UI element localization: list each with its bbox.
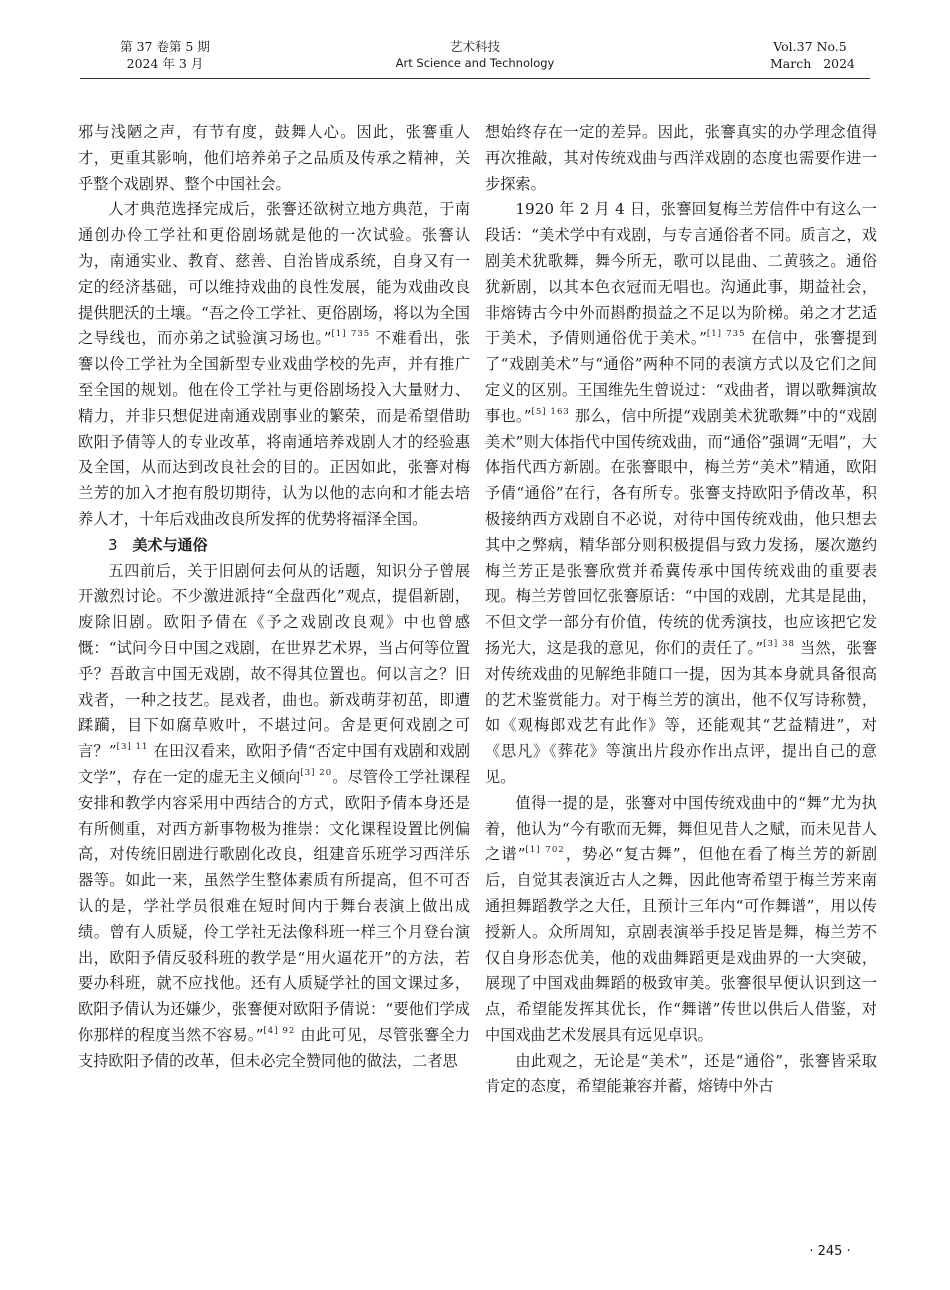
paragraph [78, 559, 470, 1075]
citation: [5] 163 [531, 406, 570, 417]
text-run: 那么，信中所提“戏剧美术犹歌舞”中的“戏剧美术”则大体指代中国传统戏曲，而“通俗”强调“无唱”，大体指代西方新剧。在张謇眼中，梅兰芳“美术”精通，欧阳予倩“通俗”在行，各有所专。张謇支持欧阳予倩改革，积极接纳西方戏剧自不必说，对待中国传统戏曲，他只想去其中之弊病，精华部分则积极提倡与致力发扬，屡次邀约梅兰芳正是张謇欣赏并希冀传承中国传统戏曲的重要表现。梅兰芳曾回忆张謇原话：“中国的戏剧，尤其是昆曲，不但文学一部分有价值，传统的优秀演技，也应该把它发扬光大，这是我的意见，你们的责任了。” [485, 406, 878, 657]
citation: [1] 702 [525, 845, 565, 856]
header-vol-en: Vol.37 No.5 [773, 39, 847, 54]
header-journal-en: Art Science and Technology [395, 56, 555, 70]
text-run: 值得一提的是，张謇对中国传统戏曲中的“舞”尤为执着，他认为“今有歌而无舞，舞但见昔人之赋，而未见昔人之谱” [485, 793, 877, 864]
page-number: · 245 · [809, 1244, 851, 1259]
paragraph: 想始终存在一定的差异。因此，张謇真实的办学理念值得再次推敲，其对传统戏曲与西洋戏剧的态度也需要作进一步探索。 [485, 123, 877, 193]
header-vol-en-block [770, 38, 856, 72]
text-run: ，势必“复古舞”，但他在看了梅兰芳的新剧后，自觉其表演近古人之舞，因此他寄希望于梅兰芳来南通担舞蹈教学之大任，且预计三年内“可作舞谱”，用以传授新人。众所周知，京剧表演举手投足皆是舞，梅兰芳不仅自身形态优美，他的戏曲舞蹈更是戏曲界的一大突破，展现了中国戏曲舞蹈的极致审美。张謇很早便认识到这一点，希望能发挥其优长，作“舞谱”传世以供后人借鉴，对中国戏曲艺术发展具有远见卓识。 [485, 845, 878, 1044]
text-run: 1920 年 2 月 4 日，张謇回复梅兰芳信件中有这么一段话：“美术学中有戏剧，与专言通俗者不同。质言之，戏剧美术犹歌舞，舞今所无，歌可以昆曲、二黄骇之。通俗犹新剧，以其本色衣冠而无唱也。沟通此事，期益社会，非熔铸古今中外而斟酌损益之不足以为阶梯。弟之才艺适于美术，予倩则通俗优于美术。” [485, 200, 877, 348]
citation: [1] 735 [706, 329, 746, 340]
header-rule [80, 78, 870, 79]
citation: [3] 20 [300, 767, 333, 778]
paragraph: 由此观之，无论是“美术”，还是“通俗”，张謇皆采取肯定的态度，希望能兼容并蓄，熔铸中外古 [485, 1051, 877, 1096]
right-column [485, 120, 877, 1100]
left-column [78, 120, 470, 1074]
paragraph [485, 197, 877, 790]
citation: [3] 38 [763, 638, 795, 649]
text-run: 在田汉看来，欧阳予倩“否定中国有戏剧和戏剧文学”，存在一定的虚无主义倾向 [78, 742, 471, 786]
header-journal-cn: 艺术科技 [449, 39, 500, 54]
text-run: 五四前后，关于旧剧何去何从的话题，知识分子曾展开激烈讨论。不少激进派持“全盘西化”观点，提倡新剧，废除旧剧。欧阳予倩在《予之戏剧改良观》中也曾感慨：“试问今日中国之戏剧，在世界艺术界，当占何等位置乎？吾敢言中国无戏剧，故不得其位置也。何以言之？旧戏者，一种之技艺。昆戏者，曲也。新戏萌芽初茁，即遭蹂躏，目下如腐草败叶，不堪过问。舍是更何戏剧之可言？” [78, 561, 470, 761]
text-run: 当然，张謇对传统戏曲的见解绝非随口一提，因为其本身就具备很高的艺术鉴赏能力。对于梅兰芳的演出，他不仅写诗称赞，如《观梅郎戏艺有此作》等，还能观其“艺益精进”，对《思凡》《葬花》等演出片段亦作出点评，提出自己的意见。 [485, 638, 878, 786]
text-run: 由此可见，尽管张謇全力支持欧阳予倩的改革，但未必完全赞同他的做法，二者思 [78, 1025, 471, 1070]
text-run: 不难看出，张謇以伶工学社为全国新型专业戏曲学校的先声，并有推广至全国的规划。他在伶工学社与更俗剧场投入大量财力、精力，并非只想促进南通戏剧事业的繁荣，而是希望借助欧阳予倩等人的专业改革，将南通培养戏剧人才的经验惠及全国，从而达到改良社会的目的。正因如此，张謇对梅兰芳的加入才抱有殷切期待，认为以他的志向和才能去培养人才，十年后戏曲改良所发挥的优势将福泽全国。 [78, 329, 471, 528]
citation: [4] 92 [263, 1025, 296, 1036]
citation: [1] 735 [331, 329, 371, 340]
paragraph [78, 197, 470, 532]
section-title: 美术与通俗 [132, 535, 208, 554]
paragraph [485, 791, 877, 1049]
header-volume: 第 37 卷第 5 期 [120, 39, 210, 54]
text-run: 人才典范选择完成后，张謇还欲树立地方典范，于南通创办伶工学社和更俗剧场就是他的一次试验。张謇认为，南通实业、教育、慈善、自治皆成系统，自身又有一定的经济基础，可以维持戏曲的良性发展，能为戏曲改良提供肥沃的土壤。“吾之伶工学社、更俗剧场，将以为全国之导线也，而亦弟之试验演习场也。” [78, 200, 470, 348]
paragraph: 邪与浅陋之声，有节有度，鼓舞人心。因此，张謇重人才，更重其影响，他们培养弟子之品质及传承之精神，关乎整个戏剧界、整个中国社会。 [78, 123, 470, 193]
section-heading [78, 533, 470, 559]
header-date: 2024 年 3 月 [126, 56, 204, 71]
citation: [3] 11 [116, 742, 149, 753]
section-number: 3 [108, 535, 118, 554]
header-date-en: March 2024 [770, 56, 856, 71]
text-run: 在信中，张謇提到了“戏剧美术”与“通俗”两种不同的表演方式以及它们之间定义的区别。王国维先生曾说过：“戏曲者，谓以歌舞演故事也。” [485, 329, 878, 425]
text-run: 。尽管伶工学社课程安排和教学内容采用中西结合的方式，欧阳予倩本身还是有所侧重，对西方新事物极为推崇：文化课程设置比例偏高，对传统旧剧进行歌剧化改良，组建音乐班学习西洋乐器等。如此一来，虽然学生整体素质有所提高，但不可否认的是，学社学员很难在短时间内于舞台表演上做出成绩。曾有人质疑，伶工学社无法像科班一样三个月登台演出，欧阳予倩反驳科班的教学是“用火逼花开”的方法，若要办科班，就不应找他。还有人质疑学社的国文课过多，欧阳予倩认为还嫌少，张謇便对欧阳予倩说：“要他们学成你那样的程度当然不容易。” [78, 767, 471, 1044]
